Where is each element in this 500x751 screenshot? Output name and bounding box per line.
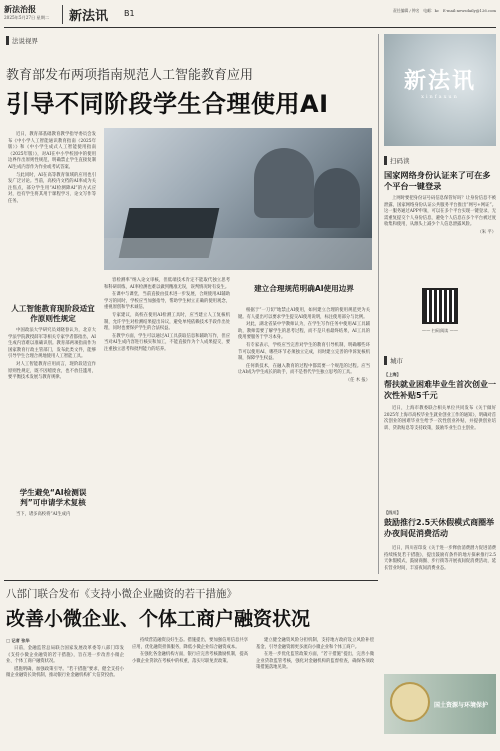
photo-desk [104, 238, 372, 270]
paragraph: 专家建议，高校在使用AI检测工具时，应当建立人工复核机制，允许学生对检测结果提出异议，避免单纯依赖技术手段作出处理，同时也要保护学生的合法权益。 [104, 312, 230, 332]
logo-sub: xinfaxun [421, 94, 459, 100]
issue-date: 2025年5月27日 星期二 [4, 15, 50, 20]
byline: （朱 平） [477, 229, 496, 235]
paragraph: 在进一步优化监管政策方面，“若干措施”提出，完善小微企业贷款监管考核，强化对金融机构的监督检查，确保各项政策措施落地见效。 [256, 652, 374, 671]
story-col1b [8, 328, 96, 383]
subheading-3: 建立合理规范明确AI使用边界 [254, 284, 354, 293]
paragraph: 对人工智能教育应用而言，现阶段适宜作原则性规定，既不因噎废食，也不放任滥用，要平衡技术发展与教育规律。 [8, 361, 96, 381]
paragraph: 中国政法大学研究员刘晓春认为，北京大学法学院教授薛军等相关专家学者都指出，AI生成内容难以准确识别。教育部两项指南作为国家教育行政主管部门，发布此类文件，能够引导学生合理合规地使用人工智能工具。 [8, 328, 96, 360]
bottom-story [6, 586, 376, 746]
story-col1c [8, 512, 96, 520]
subheading-2: 学生避免“AI检测误判”可申请学术复核 [19, 488, 87, 507]
bottom-kicker: 八部门联合发布《支持小微企业融资的若干措施》 [6, 588, 237, 600]
byline: （任 木 报） [345, 377, 370, 383]
paragraph: 对此，湖北省某中学教师认为，在学生写作任务中使用AI工具辅助，教师需要了解学生的思考过程，而不是只看最终结果，AI工具的使用要服务于学习本身。 [238, 322, 370, 341]
city2-tag: 【四川】 [384, 510, 401, 515]
paragraph: 根据于“一刀切”地禁止AI使用，如何建立合理的使用规范更为关键。有人提出可以要求学生提交AI使用说明，标注使用部分与比例。 [238, 308, 370, 320]
box1-title: 国家网络身份认证来了可在多个平台一键登录 [384, 170, 491, 191]
city1-title: 帮扶就业困难毕业生首次创业一次性补贴5千元 [384, 380, 496, 400]
paragraph: 在教学方面，学生可以通过AI工具获取信息和辅助写作，但应当对AI生成内容进行核实和加工，不能直接作为个人成果提交，要注重独立思考和批判能力的培养。 [104, 333, 230, 352]
paragraph: 日前，金融监管总局联合国家发展改革委等八部门印发《支持小微企业融资的若干措施》，旨在进一步改善小微企业、个体工商户融资状况。 [6, 646, 124, 665]
paragraph: 近日，教育部基础教育教学指导委员会发布《中小学人工智能通识教育指南（2025年版）》和《中小学生成式人工智能使用指南（2025年版）》，对AI在中小学校园中的使用边界作出原则性规范，明确禁止学生直接复制AI生成内容作为作业或考试答案。 [8, 132, 96, 170]
box1-tag: 扫码读 [384, 156, 410, 165]
city1-text [384, 406, 496, 433]
bottom-col3 [256, 638, 374, 673]
photo-student [254, 148, 314, 218]
masthead [4, 4, 496, 26]
story-col2 [104, 278, 230, 355]
city2-text [384, 546, 496, 573]
paragraph: 有专家表示，学校应当完善对学生的教育引导机制，明确哪些环节可以使用AI、哪些环节必须独立完成，同时建立完善的申诉复核机制，保障学生权益。 [238, 342, 370, 362]
paragraph: 任何新技术，在融入教育的过程中都需要一个规范的过程。应当让AI成为学生成长的助手，而不是替代学生独立思考的工具。 [238, 363, 370, 376]
bottom-headline: 改善小微企业、个体工商户融资状况 [6, 608, 311, 630]
box1-text [384, 196, 496, 237]
paragraph: 近日，四川省印发《关于进一步释放消费潜力促进消费持续恢复若干措施》，提出鼓励有条件的地方探索推行2.5天休假模式，鼓励商圈、步行街等开展夜间促消费活动，延长营业时间，丰富夜间消费业态。 [384, 546, 496, 571]
paragraph: 在课中与课堂，当前直接由技术进一步发展，合规使用AI辅助学习的同时，学校应当加强指导，帮助学生树立正确的使用观念，重视原创和学术诚信。 [104, 292, 230, 311]
paragraph: 上网时要把身份证号码信息保管好吗？让身份信息不被泄露，国家网络身份认证公共服务平台推出“网号+网证”。这一服务通过APP申领，可以在多个平台实现一键登录，无需重复提交个人身份信息，避免个人信息在多个平台被过度收集和使用，从源头上减少个人信息泄露风险。 [384, 196, 497, 228]
qr-code[interactable] [422, 288, 458, 324]
paragraph: 当下，诸多高校将“AI生成内 [16, 512, 71, 517]
ad-emblem-icon [390, 682, 430, 722]
story-col3 [238, 308, 370, 385]
story-kicker: 教育部发布两项指南规范人工智能教育应用 [6, 68, 254, 83]
column-divider [378, 34, 379, 574]
subheading-1: 人工智能教育现阶段适宜作原则性规定 [11, 304, 95, 323]
city1-tag: 【上海】 [384, 372, 401, 377]
editor-line: 责任编辑 / 钟名 电邮：kc E-mail:newsdaily@126.com [392, 8, 496, 13]
paragraph: 容检测率”纳入论文审核，但低端技术肯定不能取代独立思考和科研训练，AI率检测也难以做到精准无误，误判情况时有发生。 [104, 278, 230, 290]
paragraph: 措施明确，加强政策引导。“若干措施”要求，健全支持小微企业融资长效机制，推动银行业金融机构扩大信贷投放。 [6, 666, 124, 679]
qr-caption: —— 扫码阅读 —— [421, 328, 459, 333]
bottom-divider [4, 580, 378, 581]
section-name: 新法讯 [62, 5, 108, 24]
paper-name: 新法治报 [4, 5, 36, 14]
masthead-divider [4, 27, 496, 28]
page-number: B1 [124, 9, 135, 18]
logo-text: 新法讯 [403, 69, 476, 94]
bottom-byline: □ 记者 张华 [6, 638, 30, 643]
top-story [6, 36, 372, 574]
sidebar-logo [384, 34, 496, 146]
city2-title: 鼓励推行2.5天休假模式商圈举办夜间促消费活动 [384, 518, 495, 538]
story-col1 [8, 132, 96, 207]
city-tag: 城市 [384, 356, 403, 365]
students-photo [104, 128, 372, 270]
paragraph: 在强化各金融机构方面，银行应完善考核激励机制，提高小微企业贷款在考核中的权重，落实尽职免责政策。 [132, 652, 248, 664]
column-tag: 法说视界 [6, 36, 38, 45]
paragraph: 与此同时，AI在高等教育领域的应用也引发广泛讨论。当前，高校内文档的AI率成为关注焦点，部分学生用“AI检测降AI”的方式应对，也有学生将其用于课程学习、论文写作等任务。 [8, 172, 96, 204]
paragraph: 建立健全融资风险分担机制，支持地方政府设立风险补偿基金，引导金融资源更多流向小微企业和个体工商户。 [256, 638, 374, 650]
sidebar [384, 34, 496, 734]
ad-banner [384, 674, 496, 734]
bottom-col1 [6, 646, 124, 681]
bottom-col2 [132, 638, 248, 666]
photo-student [314, 168, 360, 228]
paragraph: 近日，上海市教委联合相关单位共同发布《关于做好2025年上海市高校毕业生就业创业工作的通知》，明确对首次创业的困难毕业生给予一次性创业补贴，并提供创业培训、贷款贴息等支持政策，鼓励毕业生自主创业。 [384, 406, 496, 431]
paragraph: 持续营造融资良好生态。措施提出，要加强信用信息共享应用，优化融资担保服务，降低小微企业综合融资成本。 [132, 638, 248, 650]
story-headline: 引导不同阶段学生合理使用AI [6, 90, 329, 118]
ad-text: 国土资源与环境保护 [434, 702, 489, 709]
